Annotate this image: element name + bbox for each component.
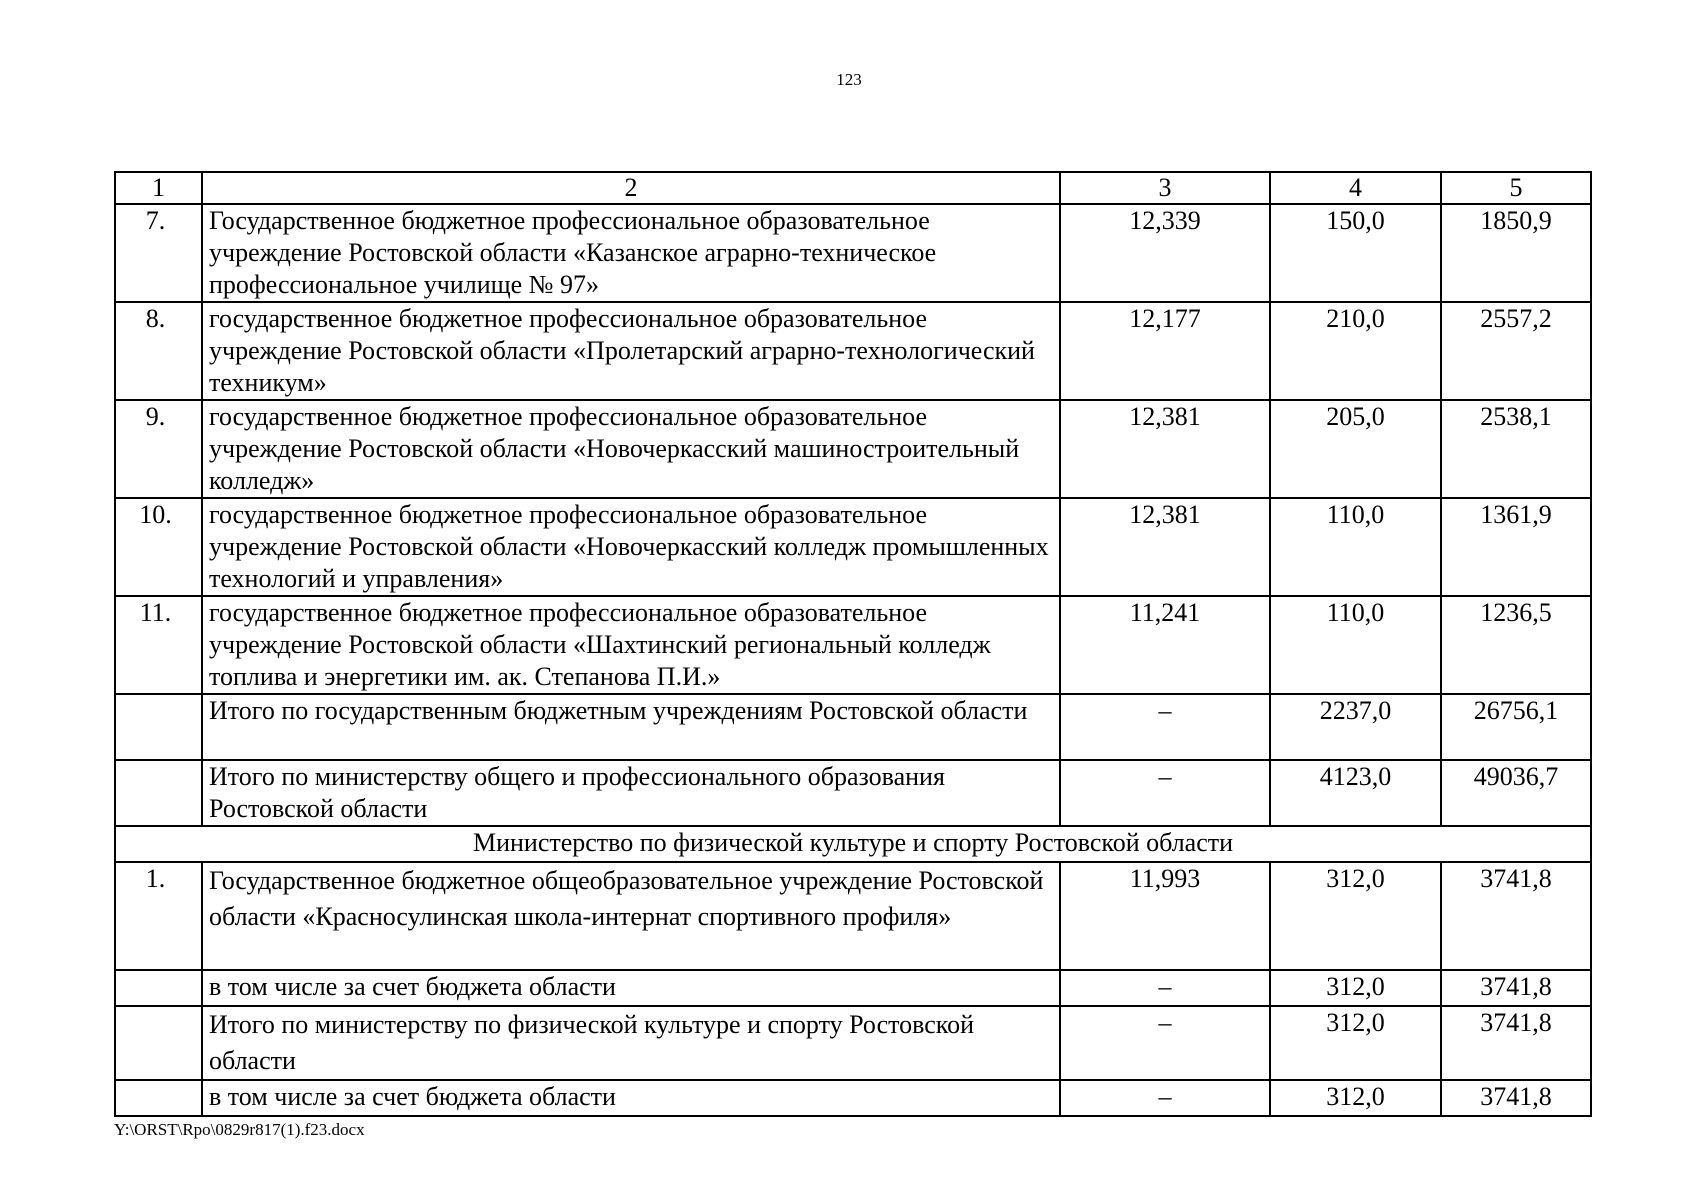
col4-value: 210,0 [1270,302,1441,400]
section-title: Министерство по физической культуре и спорту Ростовской области [115,826,1591,862]
col5-value: 3741,8 [1441,970,1591,1006]
col3-value: – [1060,694,1270,760]
row-number [115,694,202,760]
col5-value: 1361,9 [1441,498,1591,596]
total-row [115,760,1591,826]
col3-value: 12,177 [1060,302,1270,400]
col4-value: 150,0 [1270,204,1441,302]
col4-value: 110,0 [1270,596,1441,694]
col3-value: – [1060,760,1270,826]
col3-value: – [1060,1006,1270,1080]
col5-value: 3741,8 [1441,1080,1591,1116]
subtotal-row [115,970,1591,1006]
header-cell-1: 1 [115,172,202,204]
row-number [115,760,202,826]
col3-value: 12,339 [1060,204,1270,302]
col3-value: – [1060,1080,1270,1116]
col4-value: 312,0 [1270,1080,1441,1116]
col5-value: 2538,1 [1441,400,1591,498]
subtotal-label: в том числе за счет бюджета области [202,1080,1060,1116]
section-header-row [115,826,1591,862]
col4-value: 4123,0 [1270,760,1441,826]
budget-table [114,171,1592,1117]
col4-value: 312,0 [1270,862,1441,970]
col4-value: 312,0 [1270,970,1441,1006]
table-row [115,204,1591,302]
header-cell-5: 5 [1441,172,1591,204]
table-row [115,862,1591,970]
header-cell-4: 4 [1270,172,1441,204]
row-number [115,970,202,1006]
header-cell-2: 2 [202,172,1060,204]
table-row [115,498,1591,596]
total-label: Итого по министерству по физической культуре и спорту Ростовской области [202,1006,1060,1080]
col3-value: 12,381 [1060,498,1270,596]
total-label: Итого по министерству общего и профессионального образования Ростовской области [202,760,1060,826]
total-row [115,1006,1591,1080]
page-number: 123 [836,70,862,89]
col3-value: 11,993 [1060,862,1270,970]
row-number: 8. [115,302,202,400]
total-label: Итого по государственным бюджетным учреждениям Ростовской области [202,694,1060,760]
col5-value: 1236,5 [1441,596,1591,694]
institution-name: государственное бюджетное профессиональное образовательное учреждение Ростовской области «Шахтинский региональный колледж топлива и энергетики им. ак. Степанова П.И.» [202,596,1060,694]
file-path-footer: Y:\ORST\Rpo\0829r817(1).f23.docx [114,1120,365,1139]
table-row [115,596,1591,694]
institution-name: Государственное бюджетное общеобразовательное учреждение Ростовской области «Красносулинская школа-интернат спортивного профиля» [202,862,1060,970]
row-number: 11. [115,596,202,694]
col3-value: 12,381 [1060,400,1270,498]
col3-value: 11,241 [1060,596,1270,694]
col4-value: 110,0 [1270,498,1441,596]
institution-name: государственное бюджетное профессиональное образовательное учреждение Ростовской области «Новочеркасский машиностроительный колледж» [202,400,1060,498]
col4-value: 205,0 [1270,400,1441,498]
row-number [115,1006,202,1080]
col4-value: 2237,0 [1270,694,1441,760]
header-cell-3: 3 [1060,172,1270,204]
col5-value: 3741,8 [1441,862,1591,970]
col5-value: 49036,7 [1441,760,1591,826]
header-row [115,172,1591,204]
row-number: 1. [115,862,202,970]
col5-value: 2557,2 [1441,302,1591,400]
col3-value: – [1060,970,1270,1006]
table-row [115,400,1591,498]
row-number: 10. [115,498,202,596]
row-number: 7. [115,204,202,302]
subtotal-label: в том числе за счет бюджета области [202,970,1060,1006]
table-row [115,302,1591,400]
row-number: 9. [115,400,202,498]
col5-value: 3741,8 [1441,1006,1591,1080]
row-number [115,1080,202,1116]
total-row [115,694,1591,760]
institution-name: государственное бюджетное профессиональное образовательное учреждение Ростовской области «Новочеркасский колледж промышленных технологий и управления» [202,498,1060,596]
col5-value: 1850,9 [1441,204,1591,302]
institution-name: государственное бюджетное профессиональное образовательное учреждение Ростовской области «Пролетарский аграрно-технологический техникум» [202,302,1060,400]
col5-value: 26756,1 [1441,694,1591,760]
col4-value: 312,0 [1270,1006,1441,1080]
institution-name: Государственное бюджетное профессиональное образовательное учреждение Ростовской области «Казанское аграрно-техническое профессиональное училище № 97» [202,204,1060,302]
subtotal-row [115,1080,1591,1116]
